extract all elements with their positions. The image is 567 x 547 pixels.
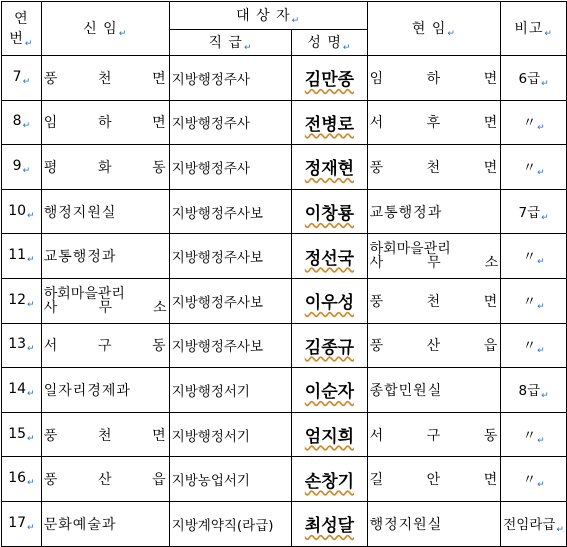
cell-text: 17 [8,514,27,531]
cell-text: 전임라급 [503,516,556,533]
note-cell: 〃$_↵$ [501,457,567,502]
cell-text: 일자리경제과 [43,382,131,399]
note-cell: 7급$_↵$ [501,189,567,234]
person-name-cell [292,145,367,190]
table-row [2,323,567,368]
table-row [2,56,567,101]
grade-cell [169,278,292,323]
new-post-cell [41,56,169,101]
note-cell: 〃$_↵$ [501,100,567,145]
new-post-cell [41,412,169,457]
cell-text: 〃 [522,249,537,266]
cell-text: 11 [8,247,27,264]
cell-text: 15 [8,425,27,442]
table-row [2,278,567,323]
cell-text: 이창룡 [304,204,355,225]
current-post-cell [367,412,501,457]
cell-line: 하회마을관리 [43,285,125,302]
new-post-cell [41,234,169,279]
row-number: $10_↵$ [2,189,42,234]
cell-text: 전병로 [304,114,355,135]
grade-cell [169,323,292,368]
row-number: $9_↵$ [2,145,42,190]
grade-cell [169,100,292,145]
person-name-cell [292,368,367,413]
current-post-cell [367,278,501,323]
table-row [2,189,567,234]
row-number: $17_↵$ [2,501,42,546]
cell-text: 16 [8,470,27,487]
table-row [2,368,567,413]
person-name-cell [292,501,367,546]
row-number: $16_↵$ [2,457,42,502]
cell-text: 행정지원실 [43,204,117,221]
header-name: 성 명$_↵$ [292,30,367,56]
cell-text: 서 구 동 [43,338,167,355]
note-cell: 8급$_↵$ [501,368,567,413]
header-no: 연 번$_↵$ [2,2,42,56]
cell-text: 풍 산 읍 [43,472,167,489]
grade-cell [169,368,292,413]
cell-text: 〃 [522,293,537,310]
cell-text: 풍 천 면 [43,427,167,444]
cell-text: 평 화 동 [43,159,167,176]
header-new-post: 신 임$_↵$ [41,2,169,56]
cell-text: 7급 [518,204,541,221]
grade-cell [169,234,292,279]
row-number: $15_↵$ [2,412,42,457]
cell-text: 풍 천 면 [369,159,499,176]
new-post-cell [41,145,169,190]
cell-text: 지방행정주사 [171,71,250,88]
cell-text: 〃 [522,472,537,489]
header-target: 대 상 자$_↵$ [169,2,367,30]
cell-text: 10 [8,202,27,219]
cell-text: 지방행정서기 [171,428,250,445]
row-number: $12_↵$ [2,278,42,323]
note-cell: 전임라급$_↵$ [501,501,567,546]
person-name-cell [292,100,367,145]
table-row [2,234,567,279]
cell-text: 지방행정주사보 [171,339,263,356]
cell-line: 사 무 소 [369,255,499,272]
cell-text: 행정지원실 [369,516,443,533]
row-number: $11_↵$ [2,234,42,279]
cell-text: 8급 [518,382,541,399]
person-name-cell [292,234,367,279]
cell-text: 지방행정주사보 [171,250,263,267]
table-row [2,412,567,457]
cell-text: 풍 천 면 [369,293,499,310]
new-post-cell [41,323,169,368]
cell-text: 12 [8,291,27,308]
cell-line: 사 무 소 [43,299,167,316]
note-cell: 〃$_↵$ [501,145,567,190]
cell-text: 손창기 [304,471,355,492]
new-post-cell [41,278,169,323]
cell-text: 정선국 [304,248,355,269]
new-post-cell [41,457,169,502]
cell-text: 이우성 [304,293,355,314]
note-cell: 〃$_↵$ [501,412,567,457]
cell-text: 8 [12,113,22,130]
header-no-line2: 번 [9,31,24,47]
cell-text: 길 안 면 [369,472,499,489]
cell-text: 지방농업서기 [171,473,250,490]
row-number: $13_↵$ [2,323,42,368]
cell-line: 하회마을관리 [369,241,451,258]
person-name-cell [292,412,367,457]
grade-cell [169,145,292,190]
table-row [2,100,567,145]
grade-cell [169,189,292,234]
current-post-cell [367,189,501,234]
note-cell: 〃$_↵$ [501,323,567,368]
person-name-cell [292,323,367,368]
cell-text: 13 [8,336,27,353]
note-cell: 〃$_↵$ [501,234,567,279]
cell-text: 지방행정주사보 [171,205,263,222]
current-post-cell [367,100,501,145]
cell-text: 교통행정과 [43,249,117,266]
cell-text: 풍 천 면 [43,70,167,87]
cell-text: 지방행정서기 [171,383,250,400]
cell-text: 종합민원실 [369,382,443,399]
cell-text: 지방행정주사 [171,160,250,177]
cell-text: 교통행정과 [369,204,443,221]
row-number: $8_↵$ [2,100,42,145]
person-name-cell [292,457,367,502]
cell-text: 서 구 동 [369,427,499,444]
current-post-cell [367,501,501,546]
cell-text: 〃 [522,338,537,355]
row-number: $14_↵$ [2,368,42,413]
grade-cell [169,501,292,546]
header-note: 비고$_↵$ [501,2,567,56]
new-post-cell [41,100,169,145]
cell-text: 지방행정주사 [171,116,250,133]
cell-text: 〃 [522,427,537,444]
new-post-cell [41,368,169,413]
grade-cell [169,56,292,101]
cell-text: 김종규 [304,337,355,358]
cell-text: 임 하 면 [369,70,499,87]
note-cell: 〃$_↵$ [501,278,567,323]
cell-text: 임 하 면 [43,115,167,132]
cell-text: 김만종 [304,70,355,91]
new-post-cell [41,189,169,234]
cell-text: 〃 [522,115,537,132]
table-row [2,457,567,502]
cell-text: 9 [12,157,22,174]
cell-text: 최성달 [304,516,355,537]
header-current-post: 현 임$_↵$ [367,2,501,56]
cell-text: 엄지희 [304,427,355,448]
cell-text: 지방행정주사보 [171,294,263,311]
current-post-cell [367,145,501,190]
cell-text: 풍 산 읍 [369,338,499,355]
header-grade: 직 급$_↵$ [169,30,292,56]
current-post-cell [367,368,501,413]
grade-cell [169,457,292,502]
table-row [2,145,567,190]
current-post-cell [367,56,501,101]
table-row [2,501,567,546]
cell-text: 〃 [522,159,537,176]
cell-text: 이순자 [304,382,355,403]
cell-text: 14 [8,380,27,397]
grade-cell [169,412,292,457]
cell-text: 7 [12,68,22,85]
personnel-table [1,1,567,547]
new-post-cell [41,501,169,546]
cell-text: 지방계약직(라급) [171,517,274,534]
current-post-cell [367,323,501,368]
person-name-cell [292,189,367,234]
current-post-cell [367,234,501,279]
cell-text: 문화예술과 [43,516,117,533]
header-no-line1: 연 [14,11,29,27]
cell-text: 6급 [518,70,541,87]
current-post-cell [367,457,501,502]
cell-text: 정재현 [304,159,355,180]
note-cell: 6급$_↵$ [501,56,567,101]
row-number: $7_↵$ [2,56,42,101]
person-name-cell [292,56,367,101]
cell-text: 서 후 면 [369,115,499,132]
person-name-cell [292,278,367,323]
